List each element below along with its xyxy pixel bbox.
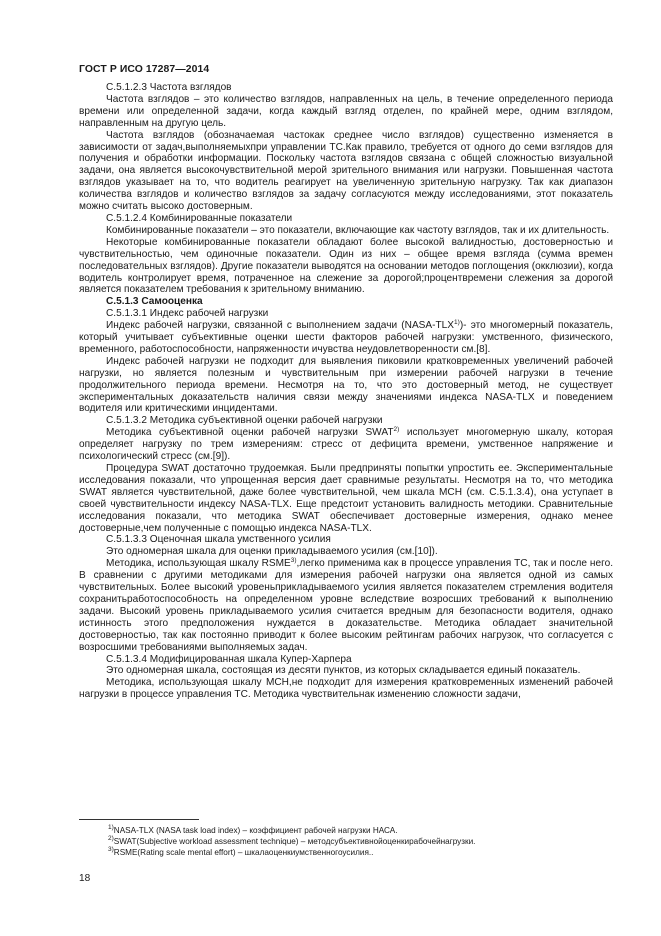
footnote-mark: 2) — [108, 835, 114, 843]
paragraph: Частота взглядов (обозначаемая частокак среднее число взглядов) существенно изменяется в зависимости от задач,выполняемыхпри управлении ТС.Как правило, требуется от одного до семи взглядов для получения и обработки информации. Поскольку частота взглядов связана с общей сложностью визуальной задачи, она является высокочувствительной мерой зрительного внимания или нагрузки. Повышенная частота взглядов указывает на то, что водитель реагирует на увеличенную зрительную нагрузку. Так как диапазон количества взглядов и количество взглядов за задачу согласуются между исследованиями, этот показатель можно считать высоко достоверным. — [79, 129, 613, 213]
footnote-text: NASA-TLX (NASA task load index) – коэффициент рабочей нагрузки НАСА. — [113, 826, 398, 835]
paragraph: Индекс рабочей нагрузки не подходит для выявления пиковили кратковременных увеличений рабочей нагрузки, но является полезным и чувствительным при измерении рабочей нагрузки в течение продолжительного периода времени. Несмотря на то, что это достоверный метод, не существует экспериментальных доказательств наличия связи между значениями индекса NASA-TLX и поведением водителя или критическими инцидентами. — [79, 355, 613, 415]
paragraph: Методика, использующая шкалу МСН,не подходит для измерения кратковременных изменений рабочей нагрузки в процессе управления ТС. Методика чувствительнак изменению сложности задачи, — [79, 677, 613, 701]
footnote-text: RSME(Rating scale mental effort) – шкалаоценкиумственногоусилия.. — [113, 848, 374, 858]
footnote — [108, 836, 608, 847]
document-body — [79, 82, 613, 701]
paragraph: Это одномерная шкала для оценки прикладываемого усилия (см.[10]). — [106, 546, 438, 558]
footnotes — [108, 825, 608, 859]
paragraph-text: использует многомерную шкалу, которая определяет нагрузку по трем измерениям: стресс от дефицита времени, умственное напряжение и психологический стресс (см.[9]). — [79, 427, 614, 463]
footnote-divider — [79, 819, 199, 820]
section-heading-c5124: С.5.1.2.4 Комбинированные показатели — [106, 212, 293, 224]
paragraph: Частота взглядов – это количество взглядов, направленных на цель, в течение определенного периода времени или определенной задачи, когда каждый взгляд отделен, по крайней мере, одним взглядом, направленным на другую цель. — [79, 93, 613, 129]
footnote-mark: 3) — [108, 846, 114, 854]
footnote-ref-1: 1) — [454, 319, 460, 327]
paragraph: Комбинированные показатели – это показатели, включающие как частоту взглядов, так и их длительность. — [106, 224, 610, 236]
paragraph-text: Методика субъективной оценки рабочей нагрузки SWAT — [106, 427, 394, 439]
paragraph-text: Методика, использующая шкалу RSME — [106, 558, 291, 570]
footnote — [108, 847, 608, 858]
section-heading-c513: С.5.1.3 Самооценка — [106, 296, 203, 308]
standard-header: ГОСТ Р ИСО 17287—2014 — [79, 64, 210, 75]
paragraph — [79, 558, 613, 653]
section-heading-c5131: С.5.1.3.1 Индекс рабочей нагрузки — [106, 308, 269, 320]
footnote-mark: 1) — [108, 824, 114, 831]
paragraph: Это одномерная шкала, состоящая из десяти пунктов, из которых складывается единый показатель. — [106, 665, 581, 677]
paragraph-text: Индекс рабочей нагрузки, связанной с выполнением задачи (NASA-TLX — [106, 320, 455, 332]
paragraph — [79, 320, 613, 356]
section-heading-c5133: С.5.1.3.3 Оценочная шкала умственного усилия — [106, 534, 331, 546]
paragraph: Процедура SWAT достаточно трудоемкая. Были предприняты попытки упростить ее. Экспериментальные исследования показали, что упрощенная версия дает сравнимые результаты. Несмотря на то, что методика SWAT является чувствительной, даже более чувствительной, чем шкала МСН (см. С.5.1.3.4), она уступает в своей чувствительности индексу NASA-TLX. Еще предстоит установить валидность методики. Сравнительные исследования показали, что методика SWAT обеспечивает достоверные измерения, однако менее достоверные,чем полученные с помощью индекса NASA-TLX. — [79, 463, 613, 534]
section-heading-c5123: С.5.1.2.3 Частота взглядов — [106, 82, 232, 93]
paragraph-text: )- это многомерный показатель, который учитывает субъективные оценки шести факторов рабочей нагрузки: умственного, физического, временного, работоспособности, напряженности ичувства неудовлетворенности см.[8]. — [79, 320, 613, 355]
paragraph-text: ,легко применима как в процессе управления ТС, так и после него. В сравнении с другими методиками для измерения рабочей нагрузки она является одной из самых чувствительных. Более высокий уровеньприкладываемого усилия является показателем стремления водителя сохранитьработоспособность на определенном уровне вследствие возросших требований к выполнению задачи. Высокий уровень прикладываемого усилия считается вредным для безопасности водителя, однако истинность этого предположения нуждается в доказательстве. Методика обладает значительной достоверностью, так как постоянно приводит к более высоким рейтингам рабочих нагрузок, что согласуется с возросшими требованиями выполняемых задач. — [79, 558, 614, 653]
paragraph — [79, 427, 613, 463]
footnote-text: SWAT(Subjective workload assessment technique) – методсубъективнойоценкирабочейнагрузки. — [113, 837, 476, 847]
section-heading-c5132: С.5.1.3.2 Методика субъективной оценки рабочей нагрузки — [106, 415, 383, 427]
footnote-ref-2: 2) — [393, 426, 400, 434]
section-heading-c5134: С.5.1.3.4 Модифицированная шкала Купер-Харпера — [106, 653, 352, 665]
page-number: 18 — [79, 873, 91, 884]
paragraph: Некоторые комбинированные показатели обладают более высокой валидностью, достоверностью и чувствительностью, чем одиночные показатели. Один из них – общее время взгляда (сумма времен последовательных взглядов). Другие показатели выводятся на основании методов поглощения (окклюзии), когда водитель контролирует время, потраченное на слежение за дорогой;процентвремени слежения за дорогой является показателем требования к зрительному вниманию. — [79, 236, 613, 296]
footnote — [108, 825, 608, 836]
footnote-ref-3: 3) — [290, 557, 297, 565]
